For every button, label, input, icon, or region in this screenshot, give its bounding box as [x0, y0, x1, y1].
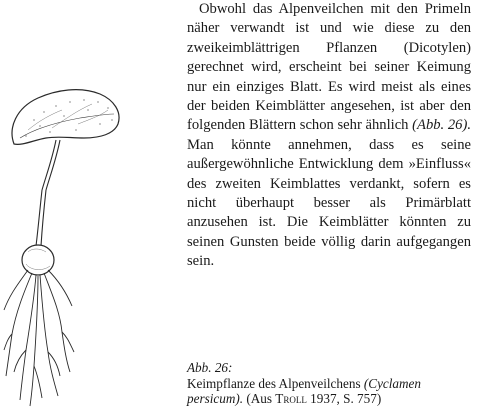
caption-text: Keimpflanze des Alpenveilchens — [187, 375, 364, 391]
seedling-roots — [4, 270, 74, 406]
body-text-part1: Obwohl das Alpenveilchen mit den Primeln näher verwandt ist und wie diese zu den zweikeimblättrigen Pflanzen (Dicotylen) gerechnet wird, erscheint bei seiner Keimung nur ein einziges Blatt. Es wird meist als eines der beiden Keimblätter angesehen, ist aber den folgenden Blättern schon sehr ähnlich — [187, 1, 471, 134]
figure-reference: (Abb. 26). — [412, 117, 471, 134]
caption-source-suffix: 1937, S. 757) — [306, 391, 382, 407]
body-paragraph — [187, 0, 471, 272]
caption-label: Abb. 26: — [187, 360, 233, 375]
caption-source-prefix: (Aus — [243, 391, 276, 407]
body-text-part2: Man könnte annehmen, dass es seine außergewöhnliche Entwicklung dem »Einfluss« des zweiten Keimblattes verdankt, sofern es nicht überhaupt besser als Primärblatt anzusehen ist. Die Keimblätter könnten zu seinen Gunsten beide völlig darin aufgegangen sein. — [187, 136, 471, 270]
cyclamen-seedling-drawing — [0, 80, 160, 408]
seedling-tuber — [22, 245, 54, 275]
seedling-illustration — [0, 80, 160, 408]
caption-species: (Cyclamen persicum). — [187, 375, 421, 407]
caption-author: Troll — [275, 391, 307, 407]
figure-caption — [187, 360, 471, 407]
seedling-leaf — [12, 90, 119, 145]
